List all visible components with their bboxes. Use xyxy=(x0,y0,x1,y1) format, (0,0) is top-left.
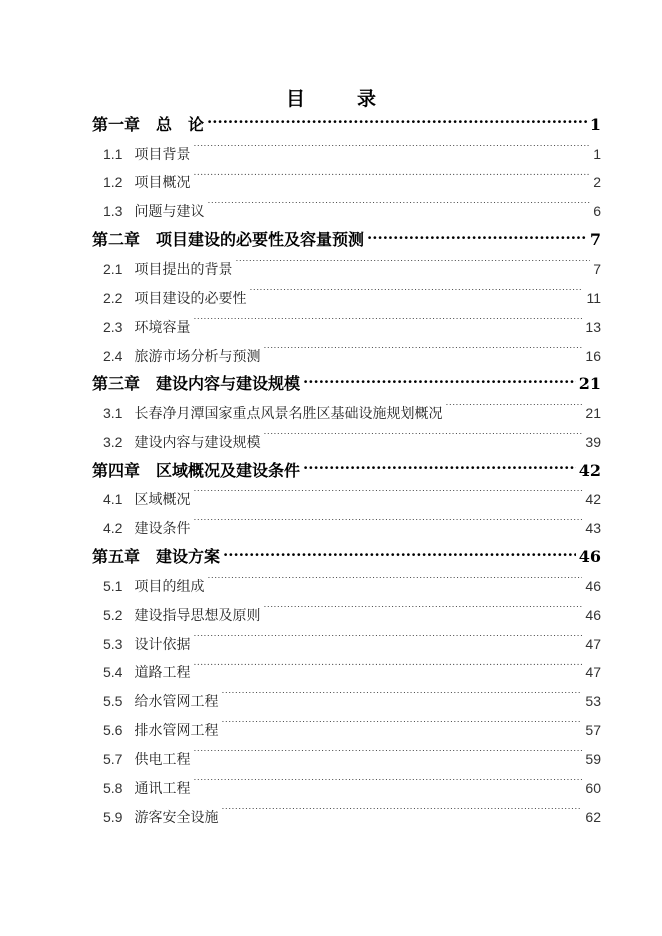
toc-dot-leader xyxy=(445,404,582,418)
toc-section-entry[interactable] xyxy=(92,630,601,659)
toc-entry-number: 第四章 xyxy=(92,460,141,480)
toc-chapter-entry[interactable] xyxy=(92,457,601,486)
toc-dot-leader xyxy=(193,490,582,504)
toc-entry-title: 项目概况 xyxy=(134,175,191,192)
toc-entry-page-number: 7 xyxy=(589,230,601,250)
toc-entry-number: 第二章 xyxy=(92,230,141,250)
toc-dot-leader xyxy=(303,460,576,476)
toc-dot-leader xyxy=(193,635,582,649)
toc-dot-leader xyxy=(207,577,582,591)
toc-entry-title: 区域概况及建设条件 xyxy=(156,460,301,480)
page-title xyxy=(0,84,662,111)
toc-entry-number: 2.4 xyxy=(103,347,123,364)
page-title-part-1: 目 xyxy=(285,88,305,110)
toc-dot-leader xyxy=(263,433,582,447)
toc-section-entry[interactable] xyxy=(92,658,601,687)
toc-dot-leader xyxy=(207,202,590,216)
toc-section-entry[interactable] xyxy=(92,745,601,774)
toc-entry-page-number: 46 xyxy=(578,547,601,567)
toc-entry-page-number: 47 xyxy=(585,635,601,652)
toc-entry-title: 设计依据 xyxy=(134,636,191,653)
toc-entry-title: 环境容量 xyxy=(134,319,191,336)
toc-entry-number: 5.3 xyxy=(103,635,123,652)
toc-entry-title: 给水管网工程 xyxy=(134,694,219,711)
toc-section-entry[interactable] xyxy=(92,572,601,601)
toc-dot-leader xyxy=(207,114,587,130)
toc-section-entry[interactable] xyxy=(92,255,601,284)
toc-entry-page-number: 11 xyxy=(586,289,601,306)
toc-section-entry[interactable] xyxy=(92,399,601,428)
toc-dot-leader xyxy=(263,606,582,620)
toc-dot-leader xyxy=(249,289,583,303)
toc-entry-number: 第三章 xyxy=(92,374,141,394)
toc-entry-page-number: 59 xyxy=(585,751,601,768)
toc-entry-title: 建设方案 xyxy=(156,547,221,567)
toc-entry-number: 3.2 xyxy=(103,433,123,450)
toc-entry-page-number: 13 xyxy=(585,318,601,335)
toc-entry-number: 5.5 xyxy=(103,693,123,710)
toc-entry-page-number: 21 xyxy=(578,374,601,394)
toc-entry-number: 1.3 xyxy=(103,203,123,220)
toc-section-entry[interactable] xyxy=(92,716,601,745)
toc-section-entry[interactable] xyxy=(92,485,601,514)
toc-dot-leader xyxy=(193,145,590,159)
toc-entry-title: 建设内容与建设规模 xyxy=(156,374,301,394)
toc-entry-title: 排水管网工程 xyxy=(134,723,219,740)
toc-section-entry[interactable] xyxy=(92,140,601,169)
toc-entry-page-number: 42 xyxy=(578,460,601,480)
toc-entry-title: 项目建设的必要性 xyxy=(134,290,247,307)
toc-entry-title: 项目背景 xyxy=(134,146,191,163)
toc-entry-number: 2.2 xyxy=(103,289,123,306)
toc-entry-number: 第一章 xyxy=(92,115,141,134)
toc-entry-title: 建设内容与建设规模 xyxy=(134,434,261,451)
toc-entry-title: 项目建设的必要性及容量预测 xyxy=(156,230,365,250)
toc-entry-number: 2.1 xyxy=(103,260,123,277)
toc-entry-title: 供电工程 xyxy=(134,752,191,769)
toc-entry-title: 建设指导思想及原则 xyxy=(134,607,261,624)
toc-entry-number: 1.2 xyxy=(103,174,123,191)
toc-entry-page-number: 7 xyxy=(593,260,601,277)
toc-dot-leader xyxy=(193,750,582,764)
toc-entry-number: 第五章 xyxy=(92,547,141,567)
toc-entry-page-number: 47 xyxy=(585,664,601,681)
toc-entry-number: 4.1 xyxy=(103,491,123,508)
page-title-part-2: 录 xyxy=(357,88,377,110)
toc-dot-leader xyxy=(193,779,582,793)
toc-dot-leader xyxy=(263,347,582,361)
toc-section-entry[interactable] xyxy=(92,284,601,313)
toc-section-entry[interactable] xyxy=(92,197,601,226)
toc-entry-page-number: 60 xyxy=(585,780,601,796)
toc-entry-page-number: 1 xyxy=(593,145,601,162)
toc-entry-title: 项目的组成 xyxy=(134,578,205,595)
toc-section-entry[interactable] xyxy=(92,168,601,197)
toc-chapter-entry[interactable] xyxy=(92,370,601,399)
toc-entry-page-number: 57 xyxy=(585,722,601,739)
toc-section-entry[interactable] xyxy=(92,428,601,457)
toc-entry-title: 问题与建议 xyxy=(134,204,205,221)
toc-section-entry[interactable] xyxy=(92,601,601,630)
toc-dot-leader xyxy=(221,808,582,822)
toc-dot-leader xyxy=(193,519,582,533)
toc-chapter-entry[interactable] xyxy=(92,226,601,255)
toc-entry-page-number: 43 xyxy=(585,520,601,537)
toc-entry-page-number: 46 xyxy=(585,577,601,594)
toc-entry-title: 区域概况 xyxy=(134,492,191,509)
toc-entry-title: 道路工程 xyxy=(134,665,191,682)
toc-section-entry[interactable] xyxy=(92,687,601,716)
toc-entry-page-number: 16 xyxy=(585,347,601,364)
toc-section-entry[interactable] xyxy=(92,514,601,543)
toc-chapter-entry[interactable] xyxy=(92,543,601,572)
toc-entry-number: 4.2 xyxy=(103,520,123,537)
toc-entry-title: 项目提出的背景 xyxy=(134,261,233,278)
toc-entry-title: 长春净月潭国家重点风景名胜区基础设施规划概况 xyxy=(134,406,443,423)
toc-section-entry[interactable] xyxy=(92,313,601,342)
toc-dot-leader xyxy=(367,229,587,245)
toc-entry-page-number: 42 xyxy=(585,491,601,508)
toc-dot-leader xyxy=(223,546,576,562)
toc-entry-number: 5.2 xyxy=(103,606,123,623)
toc-entry-number: 2.3 xyxy=(103,318,123,335)
toc-entry-page-number: 46 xyxy=(585,606,601,623)
toc-entry-page-number: 2 xyxy=(593,174,601,191)
toc-entry-title: 通讯工程 xyxy=(134,781,191,797)
toc-dot-leader xyxy=(193,173,590,187)
toc-dot-leader xyxy=(221,721,582,735)
toc-section-entry[interactable] xyxy=(92,803,601,832)
toc-entry-title: 旅游市场分析与预测 xyxy=(134,348,261,365)
toc-entry-title: 建设条件 xyxy=(134,521,191,538)
toc-entry-number: 5.6 xyxy=(103,722,123,739)
toc-entry-number: 5.7 xyxy=(103,751,123,768)
toc-entry-number: 5.9 xyxy=(103,808,123,825)
toc-entry-title: 总 论 xyxy=(156,115,205,134)
toc-entry-number: 5.1 xyxy=(103,577,123,594)
toc-entry-number: 5.4 xyxy=(103,664,123,681)
toc-dot-leader xyxy=(221,692,582,706)
toc-entry-page-number: 6 xyxy=(593,203,601,220)
toc-entry-page-number: 21 xyxy=(585,405,601,422)
toc-section-entry[interactable] xyxy=(92,342,601,371)
toc-entry-number: 3.1 xyxy=(103,405,123,422)
toc-dot-leader xyxy=(193,318,582,332)
toc-section-entry[interactable] xyxy=(92,774,601,803)
toc-entry-number: 1.1 xyxy=(103,145,123,162)
toc-chapter-entry[interactable] xyxy=(92,111,601,140)
toc-entry-page-number: 1 xyxy=(589,115,601,134)
toc-entry-page-number: 39 xyxy=(585,433,601,450)
toc-entry-number: 5.8 xyxy=(103,780,123,796)
toc-dot-leader xyxy=(235,260,590,274)
toc-entry-page-number: 62 xyxy=(585,808,601,825)
toc-dot-leader xyxy=(303,373,576,389)
toc-entry-title: 游客安全设施 xyxy=(134,809,219,826)
table-of-contents xyxy=(92,111,601,832)
toc-dot-leader xyxy=(193,663,582,677)
toc-entry-page-number: 53 xyxy=(585,693,601,710)
